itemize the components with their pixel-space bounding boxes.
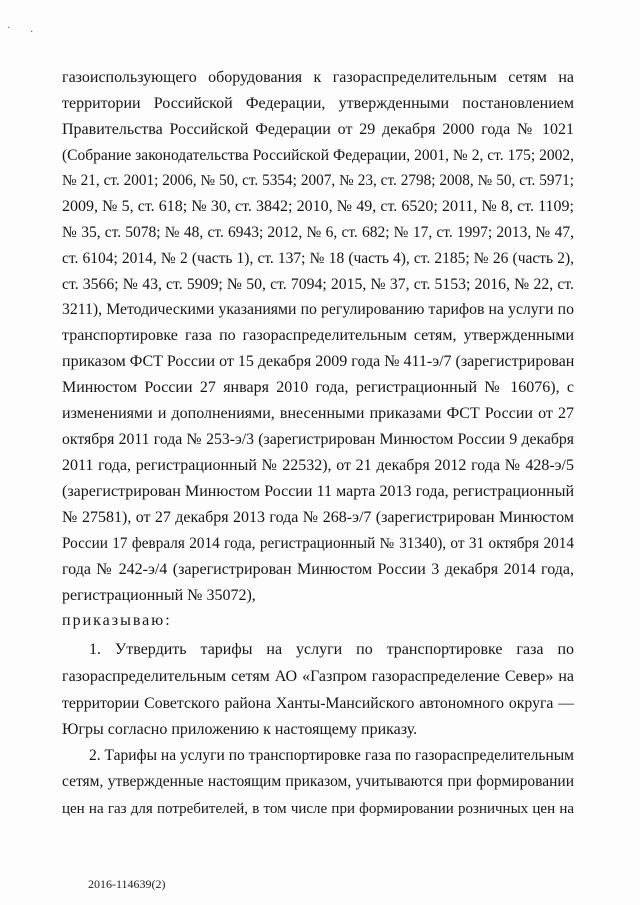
text-line: 2. Тарифы на услуги по транспортировке газа по газораспределительным xyxy=(89,747,574,764)
text-line: года № 242-э/4 (зарегистрирован Минюстом России 3 декабря 2014 года, xyxy=(62,561,574,578)
text-line: регистрационный № 35072), xyxy=(62,587,256,604)
text-line: 1. Утвердить тарифы на услуги по транспортировке газа по xyxy=(89,641,574,658)
text-line: сетям, утвержденные настоящим приказом, учитываются при формировании xyxy=(62,773,574,790)
scan-mark: · xyxy=(30,27,34,38)
text-line: территории Российской Федерации, утвержденными постановлением xyxy=(62,95,574,112)
scan-mark: · xyxy=(7,23,11,34)
text-line: ст. 3566; № 43, ст. 5909; № 50, ст. 7094; 2015, № 37, ст. 5153; 2016, № 22, ст. xyxy=(62,276,574,293)
text-line: (зарегистрирован Минюстом России 11 марта 2013 года, регистрационный xyxy=(62,483,574,500)
text-line: ст. 6104; 2014, № 2 (часть 1), ст. 137; № 18 (часть 4), ст. 2185; № 26 (часть 2), xyxy=(62,250,574,267)
text-line: транспортировке газа по газораспределительным сетям, утвержденными xyxy=(62,327,574,344)
text-line: территории Советского района Ханты-Мансийского автономного округа — xyxy=(62,695,574,712)
text-line: газораспределительным сетям АО «Газпром газораспределение Север» на xyxy=(62,668,574,685)
text-line: цен на газ для потребителей, в том числе при формировании розничных цен на xyxy=(62,801,574,817)
text-line: 3211), Методическими указаниями по регулированию тарифов на услуги по xyxy=(62,301,574,318)
text-line: Минюстом России 27 января 2010 года, регистрационный № 16076), с xyxy=(62,379,574,396)
text-line: № 21, ст. 2001; 2006, № 50, ст. 5354; 2007, № 23, ст. 2798; 2008, № 50, ст. 5971; xyxy=(62,172,574,189)
order-keyword: приказываю: xyxy=(62,612,172,629)
text-line: Югры согласно приложению к настоящему приказу. xyxy=(62,721,418,738)
text-line: октября 2011 года № 253-э/3 (зарегистрирован Минюстом России 9 декабря xyxy=(62,431,574,448)
text-line: 2011 года, регистрационный № 22532), от 21 декабря 2012 года № 428-э/5 xyxy=(62,457,574,474)
text-line: (Собрание законодательства Российской Федерации, 2001, № 2, ст. 175; 2002, xyxy=(62,147,574,164)
text-line: № 27581), от 27 декабря 2013 года № 268-э/7 (зарегистрирован Минюстом xyxy=(62,509,574,526)
text-line: приказом ФСТ России от 15 декабря 2009 года № 411-э/7 (зарегистрирован xyxy=(62,353,575,370)
text-line: № 35, ст. 5078; № 48, ст. 6943; 2012, № 6, ст. 682; № 17, ст. 1997; 2013, № 47, xyxy=(62,224,574,241)
text-line: изменениями и дополнениями, внесенными приказами ФСТ России от 27 xyxy=(62,405,574,422)
text-line: газоиспользующего оборудования к газораспределительным сетям на xyxy=(62,69,574,86)
document-footer-number: 2016-114639(2) xyxy=(88,877,166,891)
text-line: России 17 февраля 2014 года, регистрационный № 31340), от 31 октября 2014 xyxy=(62,535,574,552)
text-line: Правительства Российской Федерации от 29 декабря 2000 года № 1021 xyxy=(62,121,574,138)
text-line: 2009, № 5, ст. 618; № 30, ст. 3842; 2010, № 49, ст. 6520; 2011, № 8, ст. 1109; xyxy=(62,198,574,215)
